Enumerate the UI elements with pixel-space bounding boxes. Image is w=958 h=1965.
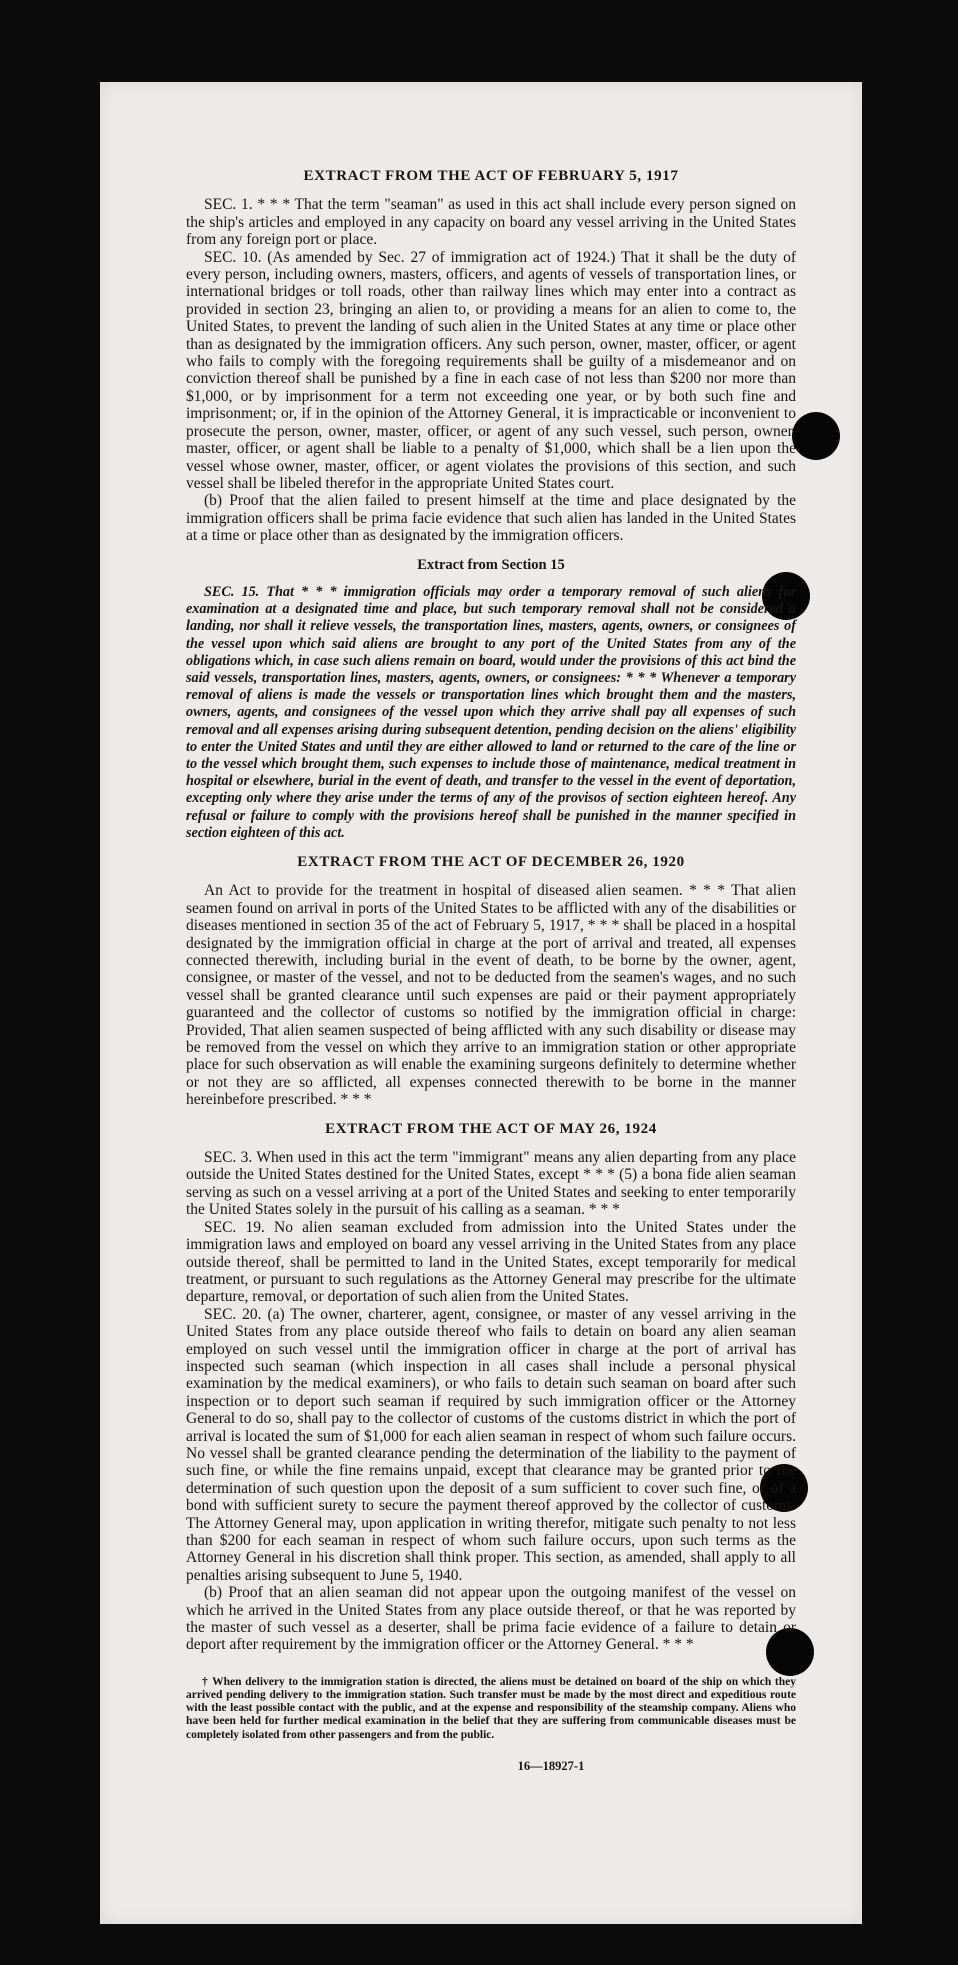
section-heading: EXTRACT FROM THE ACT OF FEBRUARY 5, 1917 — [303, 168, 679, 184]
section-act-1920 — [186, 854, 796, 1109]
paragraph: SEC. 20. (a) The owner, charterer, agent, consignee, or master of any vessel arriving in the United States from any place outside thereof who fails to detain on board any alien seaman employed on such vessel until the immigration officer in charge at the port of arrival has inspected such seaman (which inspection in all cases shall include a personal physical examination by the medical examiners), or who fails to detain such seaman on board after such inspection or to deport such seaman if required by such immigration officer or the Attorney General to do so, shall pay to the collector of customs of the customs district in which the port of arrival is located the sum of $1,000 for each alien seaman in respect of whom such failure occurs. No vessel shall be granted clearance pending the determination of the liability to the payment of such fine, or while the fine remains unpaid, except that clearance may be granted prior to the determination of such question upon the deposit of a sum sufficient to cover such fine, or of a bond with sufficient surety to secure the payment thereof approved by the collector of customs. The Attorney General may, upon application in writing therefor, mitigate such penalty to not less than $200 for each seaman in respect of whom such failure occurs, upon such terms as the Attorney General in his discretion shall think proper. This section, as amended, shall apply to all penalties arising subsequent to June 5, 1940. — [186, 1305, 796, 1584]
document-page — [100, 82, 862, 1924]
torn-edge — [890, 210, 918, 335]
paragraph: (b) Proof that the alien failed to present himself at the time and place designated by the immigration officers shall be prima facie evidence that such alien has landed in the United States at a time or place other than as designated by the immigration officers. — [186, 492, 796, 545]
italic-paragraph: SEC. 15. That * * * immigration officials may order a temporary removal of such aliens for examination at a designated time and place, but such temporary removal shall not be considered a landing, nor shall it relieve vessels, the transportation lines, masters, agents, owners, or consignees of the vessel upon which said aliens are brought to any port of the United States from any of the obligations which, in case such aliens remain on board, would under the provisions of this act bind the said vessels, transportation lines, masters, agents, owners, or consignees: * * * Whenever a temporary removal of aliens is made the vessels or transportation lines which brought them and the masters, owners, agents, and consignees of the vessel upon which they arrive shall pay all expenses of such removal and all expenses arising during subsequent detention, pending decision on the aliens' eligibility to enter the United States and until they are either allowed to land or returned to the care of the line or to the vessel which brought them, such expenses to include those of maintenance, medical treatment in hospital or elsewhere, burial in the event of death, and transfer to the vessel in the event of deportation, excepting only where they arise under the terms of any of the provisos of section eighteen hereof. Any refusal or failure to comply with the provisions hereof shall be punished in the manner specified in section eighteen of this act. — [186, 583, 796, 841]
section-15-extract — [186, 557, 796, 842]
punch-hole — [792, 412, 840, 460]
paragraph: An Act to provide for the treatment in hospital of diseased alien seamen. * * * That alien seamen found on arrival in ports of the United States to be afflicted with any of the disabilities or diseases mentioned in section 35 of the act of February 5, 1917, * * * shall be placed in a hospital designated by the immigration official in charge at the port of arrival and treated, all expenses connected therewith, including burial in the event of death, to be borne by the owner, agent, consignee, or master of the vessel, and not to be deducted from the seamen's wages, and no such vessel shall be granted clearance until such expenses are paid or their payment appropriately guaranteed and the collector of customs so notified by the immigration official in charge: Provided, That alien seamen suspected of being afflicted with any such disability or disease may be removed from the vessel on which they arrive to an immigration station or other appropriate place for such observation as will enable the examining surgeons definitely to determine whether or not they are so afflicted, all expenses connected therewith to be borne in the manner hereinbefore prescribed. * * * — [186, 882, 796, 1109]
paragraph: SEC. 19. No alien seaman excluded from admission into the United States under the immigration laws and employed on board any vessel arriving in the United States from any place outside thereof, shall be permitted to land in the United States, except temporarily for medical treatment, or pursuant to such regulations as the Attorney General may prescribe for the ultimate departure, removal, or deportation of such alien from the United States. — [186, 1218, 796, 1306]
paragraph: SEC. 10. (As amended by Sec. 27 of immigration act of 1924.) That it shall be the duty of every person, including owners, masters, officers, and agents of vessels of transportation lines, or international bridges or toll roads, other than railway lines which may enter into a contract as provided in section 23, bringing an alien to, or providing a means for an alien to come to, the United States, to prevent the landing of such alien in the United States at any time or place other than as designated by the immigration officers. Any such person, owner, master, officer, or agent who fails to comply with the foregoing requirements shall be guilty of a misdemeanor and on conviction thereof shall be punished by a fine in each case of not less than $200 nor more than $1,000, or by imprisonment for a term not exceeding one year, or by both such fine and imprisonment; or, if in the opinion of the Attorney General, it is impracticable or inconvenient to prosecute the person, owner, master, officer, or agent of any such vessel, such person, owner, master, officer, or agent shall be liable to a penalty of $1,000, which shall be a lien upon the vessel whose owner, master, officer, or agent violates the provisions of this section, and such vessel shall be libeled therefor in the appropriate United States court. — [186, 248, 796, 492]
section-heading: EXTRACT FROM THE ACT OF MAY 26, 1924 — [325, 1120, 657, 1137]
section-act-1924 — [186, 1121, 796, 1654]
document-body — [186, 168, 796, 1775]
paragraph: SEC. 3. When used in this act the term "immigrant" means any alien departing from any place outside the United States destined for the United States, except * * * (5) a bona fide alien seaman serving as such on a vessel arriving at a port of the United States and seeking to enter temporarily the United States solely in the pursuit of his calling as a seaman. * * * — [186, 1149, 796, 1219]
section-heading: EXTRACT FROM THE ACT OF DECEMBER 26, 1920 — [297, 853, 685, 870]
form-number: 16—18927-1 — [517, 1758, 585, 1773]
section-act-1917 — [186, 168, 796, 545]
section-subheading: Extract from Section 15 — [417, 556, 565, 573]
paragraph: (b) Proof that an alien seaman did not appear upon the outgoing manifest of the vessel on which he arrived in the United States from any place outside thereof, or that he was reported by the master of such vessel as a deserter, shall be prima facie evidence of a failure to detain or deport after requirement by the immigration officer or the Attorney General. * * * — [186, 1584, 796, 1654]
footnote: † When delivery to the immigration station is directed, the aliens must be detained on board of the ship on which they arrived pending delivery to the immigration station. Such transfer must be made by the most direct and expeditious route with the least possible contact with the public, and at the expense and responsibility of the steamship company. Aliens who have been held for further medical examination in the belief that they are suffering from communicable diseases must be completely isolated from other passengers and from the public. — [186, 1675, 796, 1741]
paragraph: SEC. 1. * * * That the term "seaman" as used in this act shall include every person signed on the ship's articles and employed in any capacity on board any vessel arriving in the United States from any foreign port or place. — [186, 196, 796, 249]
